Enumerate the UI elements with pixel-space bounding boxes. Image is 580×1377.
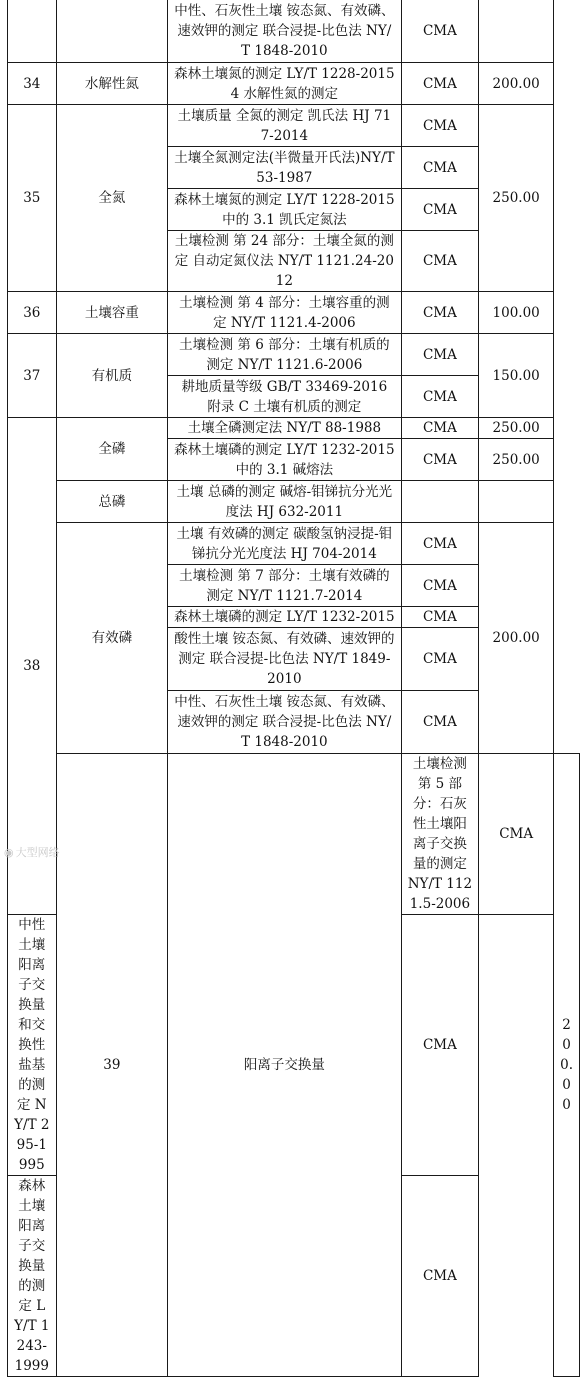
cell-cert: CMA: [401, 334, 479, 376]
weibo-logo-icon: ◉: [4, 846, 14, 859]
watermark-text: 大型网络: [15, 846, 60, 859]
cell-no: 36: [8, 292, 57, 334]
cell-no: 37: [8, 334, 57, 418]
cell-price: 250.00: [479, 439, 554, 481]
cell-cert: CMA: [401, 376, 479, 418]
cell-cert: CMA: [401, 105, 479, 147]
table-row: [8, 105, 580, 147]
table-row: [8, 481, 580, 523]
cell-cert: CMA: [401, 0, 479, 63]
cell-standard: 土壤检测 第 5 部分：石灰性土壤阳离子交换量的测定 NY/T 1121.5-2006: [401, 754, 479, 915]
cell-cert: CMA: [401, 565, 479, 607]
cell-standard: 中性、石灰性土壤 铵态氮、有效磷、速效钾的测定 联合浸提-比色法 NY/T 1848-2010: [168, 0, 402, 63]
cell-standard: 土壤 有效磷的测定 碳酸氢钠浸提-钼锑抗分光光度法 HJ 704-2014: [168, 523, 402, 565]
cell-standard: 土壤质量 全氮的测定 凯氏法 HJ 717-2014: [168, 105, 402, 147]
cell-price: 200.00: [479, 63, 554, 105]
cell-cert: CMA: [401, 63, 479, 105]
cell-standard: 土壤检测 第 4 部分：土壤容重的测定 NY/T 1121.4-2006: [168, 292, 402, 334]
cell-standard: 土壤全氮测定法(半微量开氏法)NY/T 53-1987: [168, 147, 402, 189]
cell-cert: CMA: [401, 628, 479, 691]
cell-no: 34: [8, 63, 57, 105]
cell-cert: CMA: [401, 147, 479, 189]
cell-no: 39: [56, 754, 168, 1377]
cell-cert: CMA: [401, 418, 479, 439]
cell-standard: 森林土壤磷的测定 LY/T 1232-2015 中的 3.1 碱熔法: [168, 439, 402, 481]
cell-price: [479, 0, 554, 63]
watermark: [4, 844, 60, 860]
cell-no: 38: [8, 418, 57, 915]
cell-standard: 土壤检测 第 6 部分：土壤有机质的测定 NY/T 1121.6-2006: [168, 334, 402, 376]
cell-price: 150.00: [479, 334, 554, 418]
cell-no: 35: [8, 105, 57, 292]
table-row: [8, 63, 580, 105]
cell-item: 全磷: [56, 418, 168, 481]
cell-cert: CMA: [401, 523, 479, 565]
cell-cert: CMA: [401, 915, 479, 1176]
cell-item: 土壤容重: [56, 292, 168, 334]
cell-price: 200.00: [479, 523, 554, 754]
cell-cert: CMA: [401, 607, 479, 628]
cell-cert: CMA: [479, 754, 554, 915]
table-row: [8, 754, 580, 915]
cell-item: 有机质: [56, 334, 168, 418]
table-row: [8, 523, 580, 565]
cell-item: 有效磷: [56, 523, 168, 754]
cell-standard: 森林土壤氮的测定 LY/T 1228-2015 中的 3.1 凯氏定氮法: [168, 189, 402, 231]
cell-standard: 耕地质量等级 GB/T 33469-2016 附录 C 土壤有机质的测定: [168, 376, 402, 418]
cell-item: [56, 0, 168, 63]
cell-item: 水解性氮: [56, 63, 168, 105]
table-row: [8, 418, 580, 439]
cell-item: 全氮: [56, 105, 168, 292]
cell-standard: 森林土壤磷的测定 LY/T 1232-2015: [168, 607, 402, 628]
cell-item: 总磷: [56, 481, 168, 523]
cell-price: 200.00: [554, 754, 580, 1377]
cell-cert: CMA: [401, 439, 479, 481]
cell-price: [479, 481, 554, 523]
cell-cert: CMA: [401, 231, 479, 292]
table-row: [8, 334, 580, 376]
cell-cert: CMA: [401, 189, 479, 231]
cell-no: [8, 0, 57, 63]
cell-cert: CMA: [401, 691, 479, 754]
cell-price: 100.00: [479, 292, 554, 334]
cell-price: 250.00: [479, 105, 554, 292]
cell-standard: 酸性土壤 铵态氮、有效磷、速效钾的测定 联合浸提-比色法 NY/T 1849-2010: [168, 628, 402, 691]
cell-item: 阳离子交换量: [168, 754, 402, 1377]
cell-standard: 土壤检测 第 24 部分：土壤全氮的测定 自动定氮仪法 NY/T 1121.24-2012: [168, 231, 402, 292]
cell-standard: 土壤检测 第 7 部分：土壤有效磷的测定 NY/T 1121.7-2014: [168, 565, 402, 607]
cell-standard: 土壤全磷测定法 NY/T 88-1988: [168, 418, 402, 439]
soil-test-price-table: [7, 0, 580, 1377]
cell-standard: 森林土壤阳离子交换量的测定 LY/T 1243-1999: [8, 1176, 57, 1377]
cell-cert: [401, 481, 479, 523]
table-row: [8, 292, 580, 334]
cell-standard: 土壤 总磷的测定 碱熔-钼锑抗分光光度法 HJ 632-2011: [168, 481, 402, 523]
cell-standard: 森林土壤氮的测定 LY/T 1228-2015 4 水解性氮的测定: [168, 63, 402, 105]
cell-cert: CMA: [401, 292, 479, 334]
cell-standard: 中性土壤阳离子交换量和交换性盐基的测定 NY/T 295-1995: [8, 915, 57, 1176]
cell-cert: CMA: [401, 1176, 479, 1377]
cell-price: 250.00: [479, 418, 554, 439]
cell-standard: 中性、石灰性土壤 铵态氮、有效磷、速效钾的测定 联合浸提-比色法 NY/T 1848-2010: [168, 691, 402, 754]
table-row: [8, 0, 580, 63]
